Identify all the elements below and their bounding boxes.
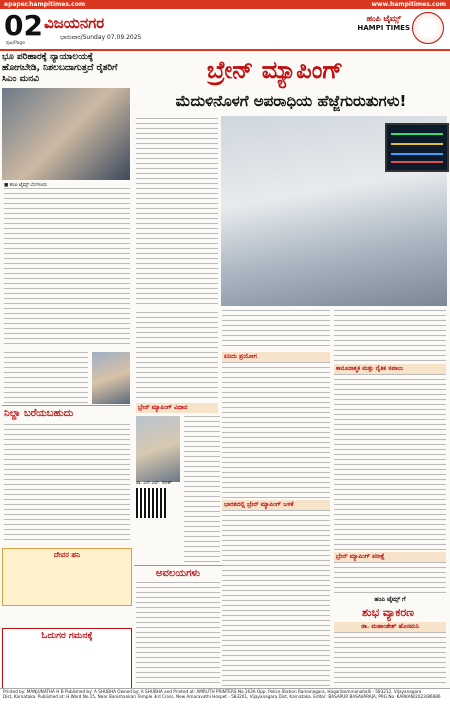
main-story-col-1b (136, 312, 218, 400)
subhead-legal: ಕಾನೂನಾತ್ಮಕ ಮತ್ತು ನೈತಿಕ ಸವಾಲು (334, 364, 446, 374)
reporter-name: ಡಾ. ಎನ್.ಎಲ್. ಗಿರೀಶ್ (136, 481, 172, 486)
left-story-body (4, 188, 130, 348)
page-number: 02 (4, 9, 43, 42)
readers-notice-box (2, 628, 132, 690)
bottom-right-kicker: ಹಂಪಿ ಟೈಮ್ಸ್ ಗೆ (374, 596, 406, 603)
devotional-box-title: ದೇವರ ಹನಿ (53, 551, 81, 559)
url-bar (0, 0, 450, 9)
main-subheadline: ಮೆದುಳಿನೊಳಗೆ ಅಪರಾಧಿಯ ಹೆಜ್ಜೆಗುರುತುಗಳು! (175, 92, 407, 110)
logo-kannada: ಹಂಪಿ ಟೈಮ್ಸ್ (366, 14, 401, 23)
main-story-col-4 (334, 310, 446, 362)
qr-code-icon[interactable] (136, 488, 166, 518)
epaper-url[interactable]: epaper.hampitimes.com (4, 1, 86, 8)
left-story-photo (2, 88, 130, 180)
bottom-mid-body-1 (136, 582, 220, 686)
reporter-photo (136, 416, 180, 482)
devotional-box (2, 548, 132, 606)
main-story-col-3 (222, 310, 330, 350)
bottom-right-headline: ಶುಭ ವ್ಯಾಕರಣ (362, 606, 414, 619)
main-story-col-3b (222, 362, 330, 498)
bottom-divider (134, 565, 222, 566)
left-story-headline: ಭೂ ಪರಿಹಾರಕ್ಕೆ ನ್ಯಾಯಾಲಯಕ್ಕೆ ಹೋಗಬೇಡಿ, ನಿಶಲಬದಾಗುತ್ತದೆ ರೈತರಿಗೆ ಸಿಎಂ ಮನವಿ (2, 52, 118, 84)
logo-english: HAMPI TIMES (357, 24, 410, 32)
page-label: ಪುಟ/Page (6, 41, 26, 46)
left-box-body (4, 424, 130, 542)
bottom-mid-headline: ಅವಲಯಗಳು (155, 568, 201, 579)
main-story-col-4b (334, 374, 446, 550)
imprint-line-1: Printed by: MANJUNATHA H B Published by: A SHUBHA Owned by: A SHUBHA and Printed at: AMRUTH PRINTERS No.163A Opp. Police Station Ramanagara, Hagaribommanahalli - 583212, Vijayanagara (3, 689, 422, 694)
eeg-monitor-image (385, 123, 449, 172)
main-story-col-1 (136, 118, 218, 308)
main-headline: ಬ್ರೇನ್ ಮ್ಯಾಪಿಂಗ್ (206, 56, 344, 84)
readers-notice-title: ಓದುಗರ ಗಮನಕ್ಕೆ (41, 631, 93, 641)
left-divider (2, 405, 130, 406)
bottom-right-byline: ಡಾ. ಮಹಾಂತೇಶ್ ಹೊಸಮನಿ (334, 622, 446, 632)
subhead-what-is: ಏನಿದು ಪ್ರಯೋಗ (222, 352, 330, 362)
newspaper-logo (357, 14, 410, 32)
main-story-col-3c (222, 510, 330, 556)
bottom-right-body-2 (334, 632, 446, 686)
edition-date: ಭಾನುವಾರ/Sunday 07.09.2025 (60, 34, 142, 41)
newspaper-seal-icon (412, 12, 444, 44)
website-url[interactable]: www.hampitimes.com (371, 1, 446, 8)
left-story-inset-photo (92, 352, 130, 404)
edition-city: ವಿಜಯನಗರ (44, 14, 105, 32)
left-story-body-2 (4, 352, 88, 404)
subhead-method: ಬ್ರೇನ್ ಮ್ಯಾಪಿಂಗ್ ವಿಧಾನ (136, 403, 218, 413)
left-box-headline: ನಿಲ್ದಾ ಬರೆಯಬಹುದು (4, 408, 74, 419)
bottom-mid-body-2 (222, 560, 330, 686)
subhead-test: ಬ್ರೇನ್ ಮ್ಯಾಪಿಂಗ್ ಪರೀಕ್ಷೆ (334, 552, 446, 562)
bottom-right-body-1 (334, 562, 446, 594)
subhead-india-usage: ಭಾರತದಲ್ಲಿ ಬ್ರೇನ್ ಮ್ಯಾಪಿಂಗ್ ಬಳಕೆ (222, 500, 330, 510)
main-story-col-2 (184, 416, 220, 566)
imprint-line-2: Dist, Karnataka. Published at: H.Ward No.15, Near Banishankari Temple 3rd Cross, New Amaravathi Hospet - 583201, Vijayanagara Dist, Karnataka. Editor: BASAPUR BASAVARAJA, PRG.No. KARKAN/2023/86686 (3, 694, 441, 700)
left-story-caption: ■ ಹಂಪಿ ಟೈಮ್ಸ್ ಬೆಂಗಳೂರು (4, 183, 48, 188)
imprint-footer (0, 688, 450, 712)
